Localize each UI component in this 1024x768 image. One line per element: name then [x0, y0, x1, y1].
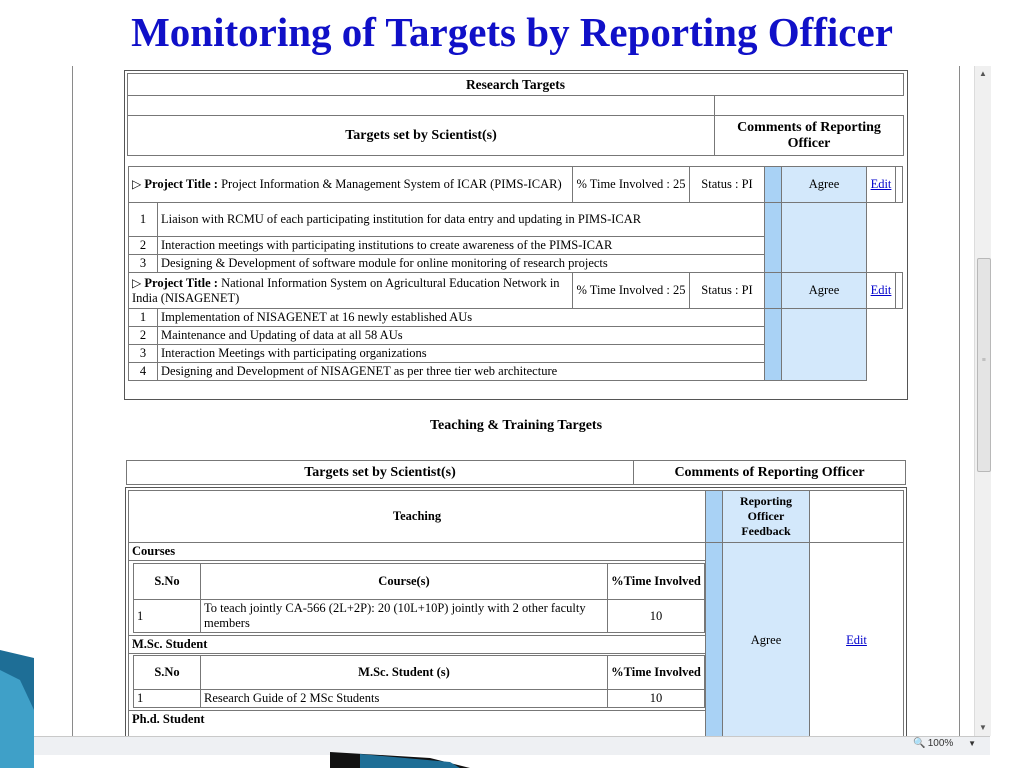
- teaching-content-cell: [129, 543, 706, 739]
- vertical-scrollbar[interactable]: [974, 66, 991, 736]
- edit-link[interactable]: Edit: [846, 633, 867, 647]
- slide-title: Monitoring of Targets by Reporting Officer: [131, 9, 893, 55]
- task-text: Interaction meetings with participating institutions to create awareness of the PIMS-ICAR: [158, 237, 765, 255]
- project-title-text: National Information System on Agricultural Education Network in India (NISAGENET): [132, 275, 560, 305]
- status-bar: [34, 736, 990, 755]
- task-number: 1: [129, 203, 158, 237]
- scroll-up-icon[interactable]: ▲: [979, 69, 987, 78]
- comments-header: Comments of Reporting Officer: [715, 116, 904, 156]
- msc-label: M.Sc. Student: [129, 635, 705, 654]
- empty-cell: [810, 491, 904, 543]
- courses-label: Courses: [129, 543, 705, 561]
- zoom-control[interactable]: [913, 738, 976, 749]
- task-text: Implementation of NISAGENET at 16 newly established AUs: [158, 309, 765, 327]
- task-number: 3: [129, 345, 158, 363]
- task-number: 2: [129, 327, 158, 345]
- targets-set-header: Targets set by Scientist(s): [127, 461, 634, 485]
- comment-area: [782, 203, 867, 273]
- edit-link[interactable]: Edit: [870, 177, 892, 191]
- project-comment: Agree: [782, 273, 867, 309]
- project-title-cell: [129, 167, 573, 203]
- msc-time: 10: [608, 690, 705, 708]
- col-student: M.Sc. Student (s): [201, 656, 608, 690]
- task-row: [129, 203, 903, 237]
- project-status: Status : PI: [690, 167, 765, 203]
- msc-table: [133, 655, 705, 708]
- targets-set-header: Targets set by Scientist(s): [128, 116, 715, 156]
- col-time: %Time Involved: [608, 564, 705, 600]
- task-text: Interaction Meetings with participating organizations: [158, 345, 765, 363]
- project-comment: Agree: [782, 167, 867, 203]
- grip-icon: ≡: [982, 356, 986, 364]
- courses-table: [133, 563, 705, 633]
- teaching-comment: Agree: [723, 543, 810, 739]
- project-title-label: Project Title :: [144, 275, 218, 290]
- triangle-bullet-icon: ▷: [132, 177, 142, 191]
- time-involved: % Time Involved : 25: [573, 167, 690, 203]
- empty-cell: [715, 96, 904, 116]
- task-number: 1: [129, 309, 158, 327]
- course-sno: 1: [134, 600, 201, 633]
- empty-cell: [867, 203, 903, 273]
- time-involved: % Time Involved : 25: [573, 273, 690, 309]
- blue-divider: [765, 309, 782, 381]
- zoom-level: 100%: [927, 738, 954, 749]
- task-number: 2: [129, 237, 158, 255]
- teaching-header-table: [126, 460, 906, 485]
- blue-divider: [765, 203, 782, 273]
- task-text: Maintenance and Updating of data at all 58 AUs: [158, 327, 765, 345]
- empty-cell: [867, 309, 903, 381]
- course-name: To teach jointly CA-566 (2L+2P): 20 (10L+10P) jointly with 2 other faculty members: [201, 600, 608, 633]
- bottom-teal-wedge: [360, 754, 460, 768]
- teaching-main-table: [128, 490, 904, 739]
- triangle-bullet-icon: ▷: [132, 275, 142, 290]
- blue-divider: [765, 273, 782, 309]
- col-sno: S.No: [134, 564, 201, 600]
- dropdown-arrow-icon[interactable]: ▼: [968, 739, 976, 748]
- col-time: %Time Involved: [608, 656, 705, 690]
- edit-link[interactable]: Edit: [870, 283, 892, 297]
- scroll-down-icon[interactable]: ▼: [979, 723, 987, 732]
- task-text: Liaison with RCMU of each participating institution for data entry and updating in PIMS-ICAR: [158, 203, 765, 237]
- scroll-thumb[interactable]: [977, 258, 991, 472]
- teaching-header: Teaching: [129, 491, 706, 543]
- blue-divider: [706, 543, 723, 739]
- project-row: [129, 167, 903, 203]
- feedback-header: Reporting Officer Feedback: [723, 491, 810, 543]
- left-teal-band: [0, 650, 34, 768]
- left-light-band: [0, 670, 34, 768]
- col-sno: S.No: [134, 656, 201, 690]
- task-row: [129, 309, 903, 327]
- research-header-table: [127, 73, 904, 156]
- page-left-border: [72, 66, 73, 736]
- task-number: 4: [129, 363, 158, 381]
- empty-cell: [896, 167, 903, 203]
- task-text: Designing and Development of NISAGENET as per three tier web architecture: [158, 363, 765, 381]
- phd-label: Ph.d. Student: [129, 710, 705, 728]
- comments-header: Comments of Reporting Officer: [634, 461, 906, 485]
- task-number: 3: [129, 255, 158, 273]
- blue-divider: [706, 491, 723, 543]
- course-time: 10: [608, 600, 705, 633]
- project-status: Status : PI: [690, 273, 765, 309]
- magnifier-icon: 🔍: [913, 738, 926, 749]
- task-text: Designing & Development of software module for online monitoring of research projects: [158, 255, 765, 273]
- teaching-section-title: Teaching & Training Targets: [429, 418, 603, 433]
- research-section-title: Research Targets: [128, 74, 904, 96]
- empty-cell: [128, 96, 715, 116]
- blue-divider: [765, 167, 782, 203]
- project-title-cell: [129, 273, 573, 309]
- msc-sno: 1: [134, 690, 201, 708]
- project-row: [129, 273, 903, 309]
- msc-name: Research Guide of 2 MSc Students: [201, 690, 608, 708]
- empty-cell: [896, 273, 903, 309]
- col-course: Course(s): [201, 564, 608, 600]
- research-projects-table: [128, 166, 903, 381]
- comment-area: [782, 309, 867, 381]
- project-title-text: Project Information & Management System of ICAR (PIMS-ICAR): [221, 177, 562, 191]
- project-title-label: Project Title :: [144, 177, 218, 191]
- page-right-border: [959, 66, 960, 736]
